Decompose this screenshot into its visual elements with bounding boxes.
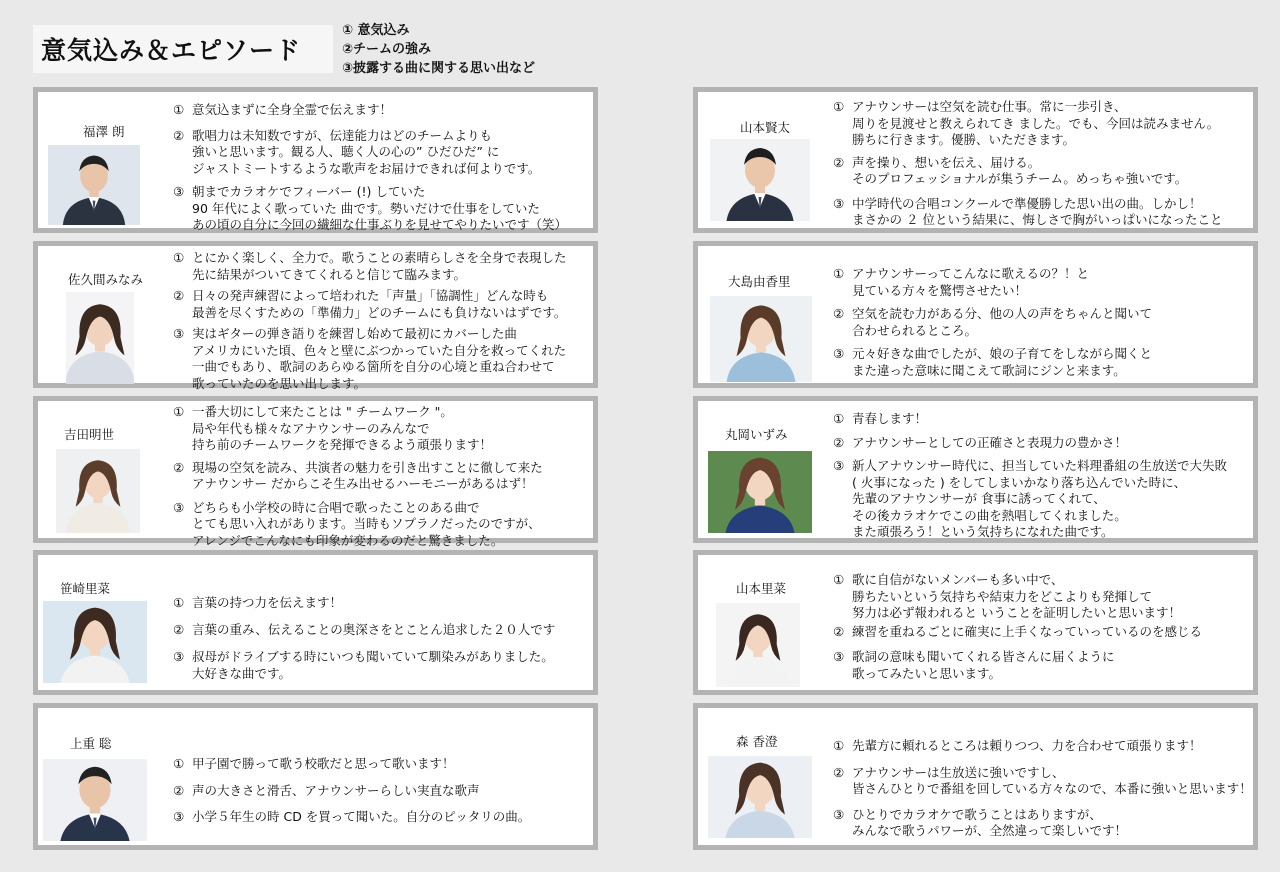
portrait-photo-woman-icon — [716, 603, 800, 687]
answer-item — [173, 128, 567, 178]
answer-item — [173, 595, 555, 612]
item-number: ③ — [833, 346, 845, 361]
answer-item — [833, 99, 1222, 149]
item-text-line: 朝までカラオケでフィーバー (!) していた — [192, 184, 426, 199]
item-number: ③ — [833, 649, 845, 664]
item-text-line: みんなで歌うパワーが、全然違って楽しいです！ — [852, 823, 1128, 838]
item-text-line: ひとりでカラオケで歌うことはありますが、 — [852, 806, 1102, 822]
answer-item — [173, 460, 543, 493]
member-card — [693, 87, 1258, 233]
member-name: 笹崎里菜 — [60, 581, 111, 596]
legend-item-3: ③披露する曲に関する思い出など — [342, 61, 536, 76]
answer-item — [833, 306, 1152, 339]
item-text-line: アナウンサーとしての正確さと表現力の豊かさ！ — [852, 434, 1128, 450]
answer-item — [173, 288, 567, 321]
item-text-line: 歌っていたのを思い出します。 — [192, 375, 367, 391]
item-number: ② — [173, 459, 185, 475]
page-title: 意気込み＆エピソード — [41, 36, 302, 65]
item-number: ③ — [173, 809, 185, 824]
answer-item — [833, 411, 1227, 428]
answer-item — [173, 250, 567, 283]
item-text-line: 日々の発声練習によって培われた「声量」「協調性」どんな時も — [192, 288, 549, 303]
item-text-line: 強いと思います。観る人、聴く人の心の” ひだひだ” に — [192, 144, 500, 159]
member-name: 山本賢太 — [740, 120, 791, 135]
item-text-line: 一番大切にして来たことは " チームワーク "。 — [192, 404, 453, 419]
answer-item — [173, 649, 555, 682]
item-text-line: 小学５年生の時 CD を買って聞いた。自分のピッタリの曲。 — [192, 809, 531, 824]
item-text-line: 見ている方々を驚愕させたい！ — [852, 282, 1028, 298]
portrait-photo-woman-outdoor-icon — [708, 451, 812, 533]
item-number: ② — [833, 623, 845, 639]
answer-item — [833, 346, 1152, 379]
item-number: ③ — [173, 499, 185, 515]
portrait-photo-man-icon — [710, 139, 810, 221]
answer-list — [833, 411, 1227, 541]
member-card — [33, 87, 598, 233]
answer-item — [173, 783, 530, 800]
answer-list — [173, 102, 567, 234]
item-number: ① — [173, 250, 185, 265]
item-text-line: その後カラオケでこの曲を熱唱してくれました。 — [852, 507, 1127, 523]
item-text-line: 勝ちたいという気持ちや結束力をどこよりも発揮して — [852, 588, 1153, 604]
item-text-line: 言葉の持つ力を伝えます！ — [192, 595, 343, 610]
answer-list — [833, 572, 1202, 682]
item-text-line: 先輩方に頼れるところは頼りつつ、力を合わせて頑張ります！ — [852, 738, 1202, 753]
member-card — [33, 241, 598, 391]
item-number: ③ — [833, 458, 845, 473]
item-text-line: ジャストミートするような歌声をお届けできれば何よりです。 — [192, 160, 541, 176]
item-text-line: 持ち前のチームワークを発揮できるよう頑張ります！ — [192, 437, 493, 452]
answer-item — [833, 155, 1222, 188]
item-text-line: アレンジでこんなにも印象が変わるのだと驚きました。 — [192, 532, 504, 548]
answer-item — [833, 458, 1227, 541]
item-text-line: 一曲でもあり、歌詞のあらゆる箇所を自分の心境と重ね合わせて — [192, 359, 555, 374]
item-number: ② — [173, 288, 185, 303]
item-number: ① — [833, 99, 845, 114]
item-text-line: 現場の空気を読み、共演者の魅力を引き出すことに徹して来た — [192, 459, 543, 475]
item-text-line: 空気を読む力がある分、他の人の声をちゃんと聞いて — [852, 306, 1153, 321]
item-text-line: 中学時代の合唱コンクールで準優勝した思い出の曲。しかし！ — [852, 195, 1202, 211]
item-text-line: 言葉の重み、伝えることの奥深さをとことん追求した２０人です — [192, 621, 556, 637]
item-text-line: 練習を重ねるごとに確実に上手くなっていっているのを感じる — [852, 623, 1203, 639]
item-text-line: そのプロフェッショナルが集うチーム。めっちゃ強いです。 — [852, 171, 1188, 186]
member-name: 山本里菜 — [736, 581, 787, 596]
answer-item — [833, 196, 1222, 229]
portrait-photo-woman-icon — [43, 601, 147, 683]
item-number: ① — [173, 102, 185, 117]
answer-item — [173, 756, 530, 773]
member-name: 森 香澄 — [736, 734, 778, 749]
item-text-line: とても思い入れがあります。当時もソプラノだったのですが、 — [192, 516, 541, 531]
legend — [342, 21, 535, 78]
member-name: 福澤 朗 — [83, 124, 125, 139]
item-text-line: また頑張ろう！という気持ちになれた曲です。 — [852, 524, 1114, 539]
item-number: ② — [833, 764, 845, 780]
answer-item — [173, 184, 567, 234]
item-text-line: 90 年代によく歌っていた 曲です。勢いだけで仕事をしていた — [192, 200, 540, 216]
answer-item — [833, 807, 1252, 840]
answer-item — [833, 738, 1252, 755]
item-text-line: まさかの ２ 位という結果に、悔しさで胸がいっぱいになったこと — [852, 212, 1223, 227]
title-box — [33, 25, 333, 73]
portrait-photo-woman-icon — [708, 756, 812, 838]
member-card — [693, 396, 1258, 543]
item-number: ③ — [173, 326, 185, 341]
item-text-line: とにかく楽しく、全力で。歌うことの素晴らしさを全身で表現した — [192, 250, 567, 265]
legend-item-2: ②チームの強み — [342, 42, 432, 57]
answer-item — [833, 765, 1252, 798]
item-text-line: あの頃の自分に今回の繊細な仕事ぶりを見せてやりたいです（笑） — [192, 217, 568, 232]
member-card — [693, 550, 1258, 695]
portrait-photo-woman-icon — [66, 292, 134, 384]
answer-item — [173, 500, 543, 550]
answer-item — [833, 435, 1227, 452]
item-text-line: 歌詞の意味も聞いてくれる皆さんに届くように — [852, 649, 1115, 664]
item-text-line: アナウンサーってこんなに歌えるの？！と — [852, 266, 1090, 281]
item-text-line: 周りを見渡せと教えられてき ました。でも、今回は読みません。 — [852, 115, 1220, 131]
item-text-line: 先に結果がついてきてくれると信じて臨みます。 — [192, 266, 467, 282]
answer-item — [173, 622, 555, 639]
item-text-line: 新人アナウンサー時代に、担当していた料理番組の生放送で大失敗 — [852, 458, 1228, 473]
portrait-photo-man-icon — [43, 759, 147, 841]
item-text-line: 青春します！ — [852, 411, 928, 426]
answer-item — [833, 266, 1152, 299]
member-card — [693, 241, 1258, 388]
member-name: 大島由香里 — [728, 274, 791, 289]
item-number: ② — [173, 782, 185, 798]
member-name: 上重 聡 — [70, 736, 112, 751]
answer-item — [173, 326, 567, 392]
item-number: ① — [833, 411, 845, 426]
item-number: ③ — [173, 184, 185, 199]
item-text-line: 声の大きさと滑舌、アナウンサーらしい実直な歌声 — [192, 782, 480, 798]
answer-item — [833, 624, 1202, 641]
item-text-line: 実はギターの弾き語りを練習し始めて最初にカバーした曲 — [192, 326, 517, 341]
item-number: ① — [173, 404, 185, 419]
member-card — [33, 396, 598, 548]
item-text-line: 先輩のアナウンサーが 食事に誘ってくれて、 — [852, 491, 1106, 506]
item-number: ② — [833, 154, 845, 170]
member-card — [33, 550, 598, 695]
item-text-line: 皆さんひとりで番組を回している方々なので、本番に強いと思います！ — [852, 781, 1252, 796]
legend-item-1: ① 意気込み — [342, 23, 410, 38]
item-text-line: 意気込まずに全身全霊で伝えます！ — [192, 102, 393, 117]
answer-item — [833, 572, 1202, 622]
answer-list — [833, 99, 1222, 229]
item-number: ① — [173, 756, 185, 771]
item-text-line: 歌ってみたいと思います。 — [852, 665, 1002, 681]
answer-list — [173, 756, 530, 826]
item-number: ① — [833, 738, 845, 753]
item-number: ① — [173, 595, 185, 610]
answer-item — [833, 649, 1202, 682]
item-text-line: アナウンサー だからこそ生み出せるハーモニーがあるはず！ — [192, 476, 534, 491]
item-number: ② — [173, 621, 185, 637]
item-number: ③ — [833, 195, 845, 211]
portrait-photo-woman-icon — [710, 296, 812, 382]
item-text-line: ( 火事になった ) をしてしまいかなり落ち込んでいた時に、 — [852, 474, 1187, 490]
item-text-line: 最善を尽くすための「準備力」どのチームにも負けないはずです。 — [192, 304, 567, 320]
member-card — [693, 703, 1258, 850]
item-number: ③ — [173, 649, 185, 664]
answer-list — [173, 250, 567, 392]
item-text-line: 叔母がドライブする時にいつも聞いていて馴染みがありました。 — [192, 649, 554, 664]
item-text-line: 大好きな曲です。 — [192, 665, 292, 681]
answer-list — [173, 595, 555, 682]
answer-item — [173, 102, 567, 119]
portrait-photo-man-glasses-icon — [48, 145, 140, 225]
item-text-line: アメリカにいた頃、色々と壁にぶつかっていた自分を救ってくれた — [192, 342, 567, 358]
answer-list — [173, 404, 543, 549]
item-text-line: どちらも小学校の時に合唱で歌ったことのある曲で — [192, 499, 480, 515]
answer-list — [833, 266, 1152, 379]
item-text-line: 声を操り、想いを伝え、届ける。 — [852, 154, 1041, 170]
item-text-line: アナウンサーは空気を読む仕事。常に一歩引き、 — [852, 99, 1127, 114]
item-number: ① — [833, 266, 845, 281]
item-text-line: 努力は必ず報われると いうことを証明したいと思います！ — [852, 605, 1181, 620]
portrait-photo-woman-icon — [56, 449, 140, 533]
member-name: 丸岡いずみ — [725, 427, 788, 442]
item-text-line: 局や年代も様々なアナウンサーのみんなで — [192, 420, 430, 436]
item-number: ② — [173, 127, 185, 143]
item-text-line: アナウンサーは生放送に強いですし、 — [852, 764, 1065, 780]
member-name: 吉田明世 — [64, 427, 115, 442]
item-text-line: 元々好きな曲でしたが、娘の子育てをしながら聞くと — [852, 346, 1153, 361]
member-card — [33, 703, 598, 850]
answer-item — [173, 809, 530, 826]
item-text-line: 合わせられるところ。 — [852, 322, 978, 338]
answer-item — [173, 404, 543, 454]
item-text-line: 歌唱力は未知数ですが、伝達能力はどのチームよりも — [192, 127, 493, 143]
item-text-line: また違った意味に聞こえて歌詞にジンと来ます。 — [852, 362, 1126, 378]
item-text-line: 甲子園で勝って歌う校歌だと思って歌います！ — [192, 756, 455, 771]
answer-list — [833, 738, 1252, 840]
item-number: ③ — [833, 806, 845, 822]
item-number: ② — [833, 434, 845, 450]
item-number: ② — [833, 306, 845, 321]
item-number: ① — [833, 572, 845, 587]
item-text-line: 歌に自信がないメンバーも多い中で、 — [852, 572, 1064, 587]
member-name: 佐久間みなみ — [68, 272, 144, 287]
item-text-line: 勝ちに行きます。優勝、いただきます。 — [852, 132, 1076, 147]
